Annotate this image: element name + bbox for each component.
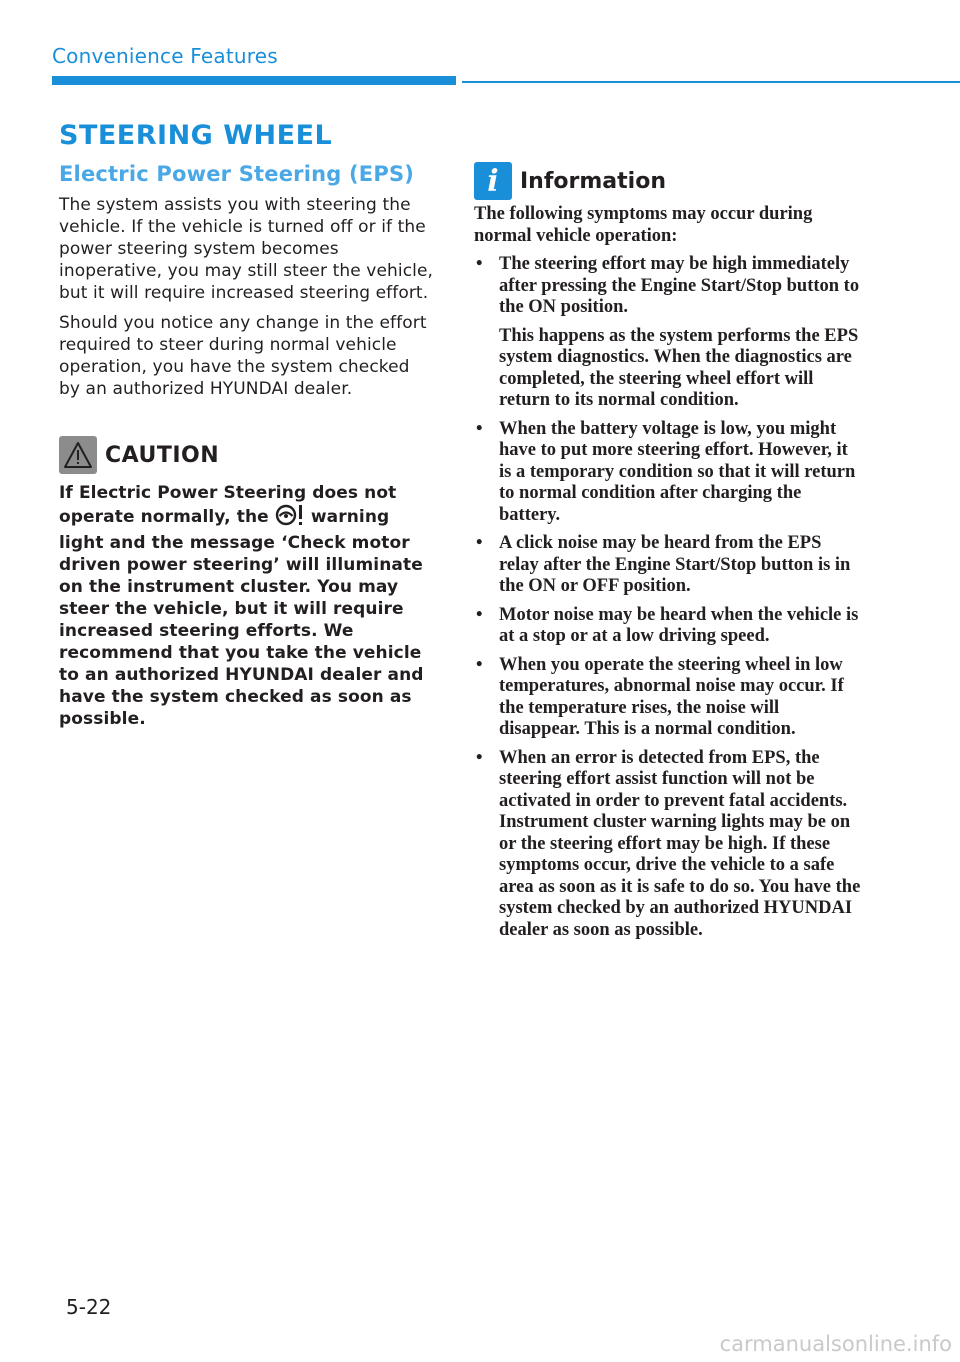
- header-title: Convenience Features: [52, 44, 278, 68]
- list-item: [474, 254, 864, 412]
- caution-label: CAUTION: [105, 442, 220, 468]
- list-item: [474, 533, 864, 598]
- list-item: [474, 748, 864, 942]
- page-number: 5-22: [66, 1295, 112, 1319]
- caution-header: [59, 436, 435, 474]
- bullet-dot: •: [476, 533, 483, 553]
- list-item-extra: This happens as the system performs the EPS system diagnostics. When the diagnostics are completed, the steering wheel effort will return to its normal condition.: [499, 325, 859, 410]
- information-header: [474, 162, 864, 200]
- information-intro: The following symptoms may occur during normal vehicle operation:: [474, 204, 813, 246]
- list-item-text: A click noise may be heard from the EPS relay after the Engine Start/Stop button is in the ON or OFF position.: [499, 533, 851, 596]
- warning-triangle-icon: [59, 436, 97, 474]
- info-icon: i: [474, 162, 512, 200]
- bullet-dot: •: [476, 418, 483, 439]
- list-item-text: When an error is detected from EPS, the steering effort assist function will not be activated in order to prevent fatal accidents. Instrument cluster warning lights may be on or the steering effort may be high. If these symptoms occur, drive the vehicle to a safe area as soon as it is safe to do so. You have the system checked by an authorized HYUNDAI dealer as soon as possible.: [499, 747, 861, 940]
- caution-text-before: If Electric Power Steering does not operate normally, the: [59, 483, 397, 527]
- list-item: [474, 605, 864, 648]
- list-item-text: The steering effort may be high immediately after pressing the Engine Start/Stop button to the ON position.: [499, 254, 860, 317]
- left-column: [59, 162, 435, 730]
- eps-paragraph: The system assists you with steering the vehicle. If the vehicle is turned off or if the power steering system becomes inoperative, you may still steer the vehicle, but it will require increased steering effort.: [59, 195, 434, 303]
- information-list: [474, 254, 864, 941]
- list-item-text: Motor noise may be heard when the vehicle is at a stop or at a low driving speed.: [499, 604, 859, 646]
- list-item: [474, 655, 864, 741]
- information-label: Information: [520, 168, 666, 194]
- list-item-text: When the battery voltage is low, you might have to put more steering effort. However, it is a temporary condition so that it will return to normal condition after charging the battery.: [499, 418, 856, 525]
- caution-text-after: warning light and the message ‘Check motor driven power steering’ will illuminate on the instrument cluster. You may steer the vehicle, but it will require increased steering efforts. We recommend that you take the vehicle to an authorized HYUNDAI dealer and have the system checked as soon as possible.: [59, 507, 424, 729]
- eps-paragraph: Should you notice any change in the effort required to steer during normal vehicle operation, you have the system checked by an authorized HYUNDAI dealer.: [59, 313, 427, 399]
- watermark[interactable]: carmanualsonline.info: [719, 1332, 952, 1356]
- section-title: STEERING WHEEL: [59, 120, 333, 151]
- eps-subtitle: Electric Power Steering (EPS): [59, 162, 415, 186]
- bullet-dot: •: [476, 604, 483, 625]
- caution-text: [59, 482, 435, 730]
- list-item-text: When you operate the steering wheel in low temperatures, abnormal noise may occur. If the temperature rises, the noise will disappear. This is a normal condition.: [499, 654, 844, 739]
- right-column: [474, 162, 864, 948]
- header-rule-thick: [52, 76, 456, 85]
- bullet-dot: •: [476, 747, 483, 768]
- bullet-dot: •: [476, 654, 483, 675]
- eps-warning-icon: [275, 504, 305, 532]
- header-rule-thin: [462, 81, 960, 83]
- list-item: [474, 419, 864, 527]
- bullet-dot: •: [476, 254, 483, 274]
